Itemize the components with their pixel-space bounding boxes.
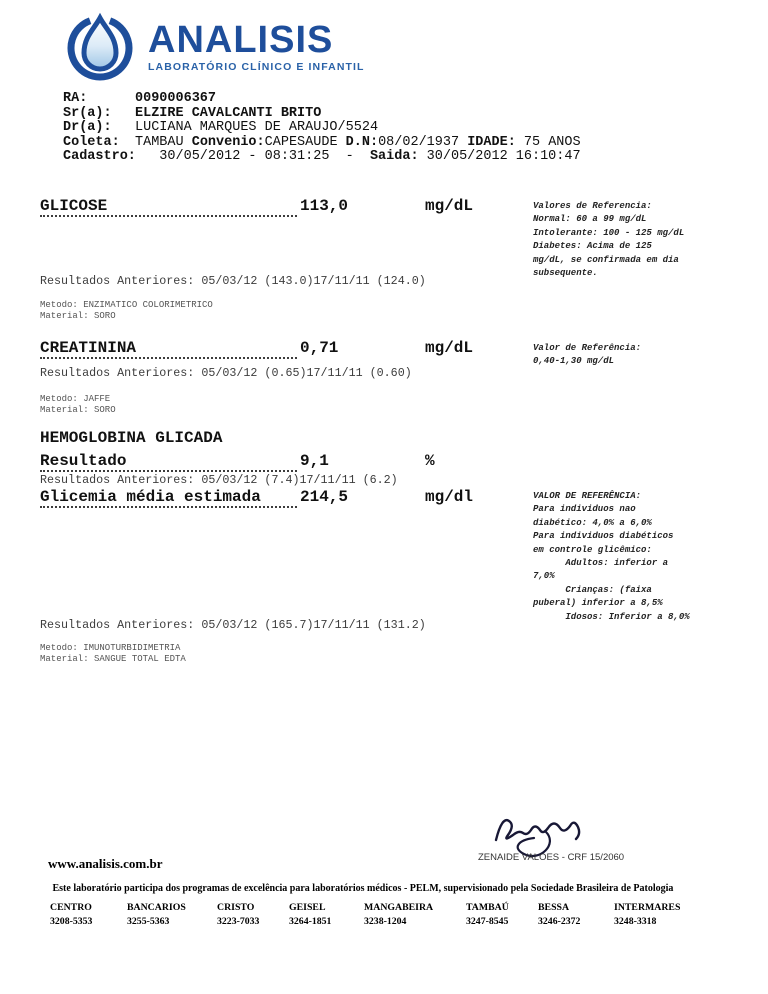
- dn-label: D.N:: [345, 134, 379, 150]
- cadastro-label: Cadastro:: [63, 149, 136, 165]
- patient-name-value: ELZIRE CAVALCANTI BRITO: [135, 105, 322, 121]
- previous-results: Resultados Anteriores: 05/03/12 (165.7)17/11/11 (131.2): [40, 618, 426, 632]
- brand-logo: [66, 12, 365, 87]
- branch-column: [127, 902, 186, 927]
- test-value: 0,71: [300, 339, 339, 357]
- cadastro-value: 30/05/2012 - 08:31:25: [135, 149, 346, 165]
- test-value: 214,5: [300, 488, 349, 506]
- test-unit: %: [425, 452, 435, 470]
- branch-column: [50, 902, 92, 927]
- branch-phone: 3238-1204: [364, 916, 407, 927]
- dotted-leader: [40, 357, 297, 359]
- coleta-label: Coleta:: [63, 134, 120, 150]
- doctor-value: LUCIANA MARQUES DE ARAUJO/5524: [135, 120, 379, 136]
- previous-results: Resultados Anteriores: 05/03/12 (0.65)17/11/11 (0.60): [40, 366, 412, 380]
- method-line: Metodo: IMUNOTURBIDIMETRIA: [40, 643, 181, 653]
- method-line: Metodo: JAFFE: [40, 394, 111, 404]
- branch-name: CENTRO: [50, 902, 92, 913]
- test-value: 9,1: [300, 452, 329, 470]
- dn-value: 08/02/1937: [378, 134, 468, 150]
- idade-value: 75 ANOS: [515, 134, 581, 150]
- test-unit: mg/dL: [425, 339, 474, 357]
- test-name: GLICOSE: [40, 197, 108, 215]
- branch-name: GEISEL: [289, 902, 326, 913]
- branch-name: BANCARIOS: [127, 902, 186, 913]
- test-name: Resultado: [40, 452, 127, 470]
- brand-name: ANALISIS: [148, 19, 334, 61]
- reference-block: Valores de Referencia: Normal: 60 a 99 mg/dL Intolerante: 100 - 125 mg/dL Diabetes: Acima de 125 mg/dL, se confirmada em dia subsequente.: [533, 201, 685, 279]
- branch-name: MANGABEIRA: [364, 902, 434, 913]
- doctor-label: Dr(a):: [63, 120, 112, 136]
- test-section-hemoglobina-glicada: [0, 429, 768, 669]
- branch-phone: 3223-7033: [217, 916, 260, 927]
- reference-block: VALOR DE REFERÊNCIA: Para individuos nao diabético: 4,0% a 6,0% Para individuos diabéticos em controle glicêmico: Adultos: inferior a 7,0% Crianças: (faixa puberal) inferior a 8,5% Idosos: Inferior a 8,0%: [533, 491, 690, 622]
- test-group-heading: HEMOGLOBINA GLICADA: [40, 429, 223, 447]
- material-line: Material: SORO: [40, 405, 116, 415]
- test-section-glicose: [0, 197, 768, 332]
- ra-value: 0090006367: [135, 91, 217, 106]
- cadastro-row: [63, 150, 581, 165]
- previous-results: Resultados Anteriores: 05/03/12 (143.0)17/11/11 (124.0): [40, 274, 426, 288]
- coleta-site: TAMBAU: [135, 134, 192, 150]
- test-value: 113,0: [300, 197, 349, 215]
- previous-results: Resultados Anteriores: 05/03/12 (7.4)17/11/11 (6.2): [40, 473, 398, 487]
- separator: -: [345, 149, 354, 165]
- signature-name: ZENAIDE VALOES - CRF 15/2060: [478, 852, 625, 863]
- ra-label: RA:: [63, 91, 88, 106]
- patient-name-label: Sr(a):: [63, 105, 112, 121]
- branch-column: [614, 902, 680, 927]
- dotted-leader: [40, 470, 297, 472]
- saida-value: 30/05/2012 16:10:47: [418, 149, 581, 165]
- method-line: Metodo: ENZIMATICO COLORIMETRICO: [40, 300, 213, 310]
- reference-block: Valor de Referência: 0,40-1,30 mg/dL: [533, 343, 642, 367]
- test-unit: mg/dl: [425, 488, 474, 506]
- material-line: Material: SANGUE TOTAL EDTA: [40, 654, 186, 664]
- convenio-value: CAPESAUDE: [264, 134, 346, 150]
- website-text: www.analisis.com.br: [48, 856, 163, 871]
- dotted-leader: [40, 215, 297, 217]
- branch-phone: 3255-5363: [127, 916, 170, 927]
- patient-name-row: [63, 107, 581, 122]
- branch-name: CRISTO: [217, 902, 255, 913]
- branch-phone: 3264-1851: [289, 916, 332, 927]
- branch-phone: 3246-2372: [538, 916, 581, 927]
- branch-column: [217, 902, 259, 927]
- test-unit: mg/dL: [425, 197, 474, 215]
- branch-list: [0, 902, 768, 942]
- branch-phone: 3248-3318: [614, 916, 657, 927]
- convenio-label: Convenio:: [191, 134, 265, 150]
- test-name: Glicemia média estimada: [40, 488, 261, 506]
- branch-name: INTERMARES: [614, 902, 681, 913]
- branch-column: [289, 902, 331, 927]
- dotted-leader: [40, 506, 297, 508]
- branch-phone: 3208-5353: [50, 916, 93, 927]
- patient-ra-row: [63, 92, 581, 107]
- test-name: CREATININA: [40, 339, 137, 357]
- branch-column: [364, 902, 433, 927]
- test-section-creatinina: [0, 339, 768, 429]
- brand-subtitle: LABORATÓRIO CLÍNICO E INFANTIL: [148, 61, 365, 73]
- saida-label: Saida:: [353, 149, 419, 165]
- branch-column: [538, 902, 580, 927]
- branch-phone: 3247-8545: [466, 916, 509, 927]
- water-drop-icon: [66, 12, 134, 87]
- idade-label: IDADE:: [467, 134, 516, 150]
- doctor-row: [63, 121, 581, 136]
- material-line: Material: SORO: [40, 311, 116, 321]
- coleta-row: [63, 136, 581, 151]
- branch-name: TAMBAÚ: [466, 902, 509, 913]
- branch-column: [466, 902, 509, 927]
- branch-name: BESSA: [538, 902, 570, 913]
- patient-info: [63, 92, 581, 165]
- footer-note: Este laboratório participa dos programas de excelência para laboratórios médicos - PELM, supervisionado pela Sociedade Brasileira de Patologia: [50, 883, 674, 894]
